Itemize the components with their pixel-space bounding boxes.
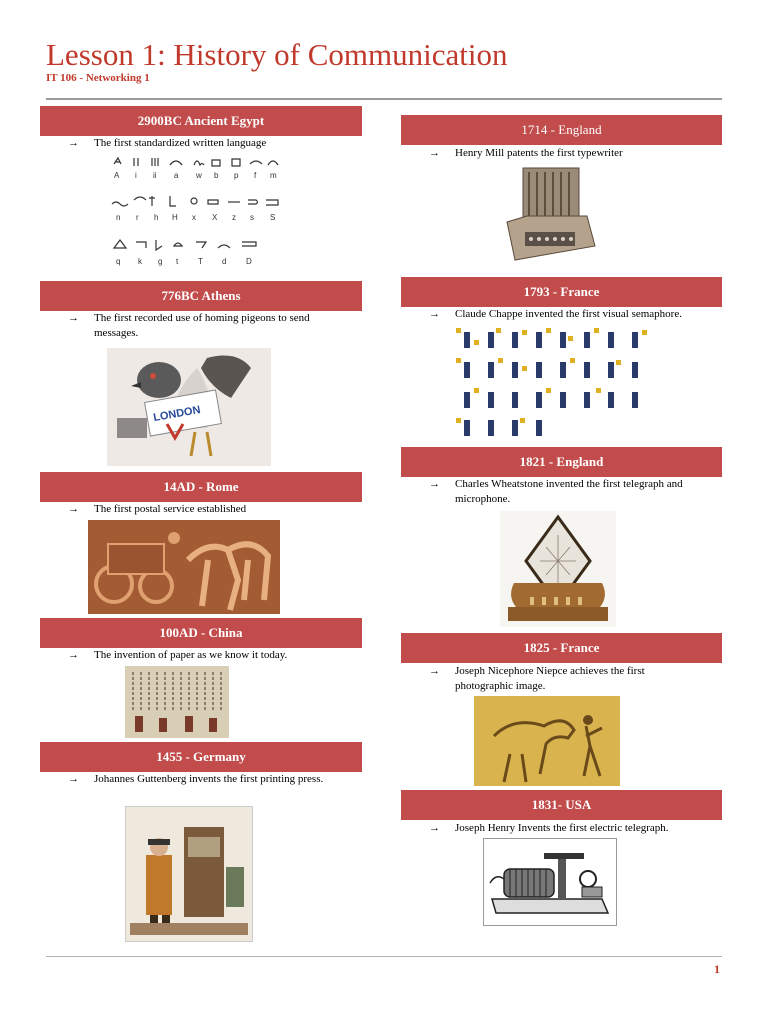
glyph-g: g <box>158 257 163 266</box>
bullet-1821 <box>429 477 719 507</box>
bullet-text: The first standardized written language <box>94 137 267 149</box>
section-header-1825: 1825 - France <box>401 633 722 663</box>
bullet-100ad <box>68 648 348 663</box>
bullet-1831 <box>429 821 719 836</box>
bullet-1714 <box>429 146 719 161</box>
arrow-icon: → <box>68 503 79 515</box>
section-header-100ad: 100AD - China <box>40 618 362 648</box>
arrow-icon: → <box>429 665 440 677</box>
glyph-n: n <box>116 213 121 222</box>
printing-press-image <box>125 806 253 942</box>
bullet-2900bc <box>68 136 348 151</box>
glyph-z: z <box>232 213 236 222</box>
roman-chariot-relief-image <box>88 520 280 614</box>
bullet-14ad <box>68 502 348 517</box>
bullet-776bc <box>68 311 348 341</box>
arrow-icon: → <box>68 312 79 324</box>
glyph-T: T <box>198 257 203 266</box>
section-header-14ad: 14AD - Rome <box>40 472 362 502</box>
bullet-1793 <box>429 307 719 322</box>
niepce-photograph-image <box>474 696 620 786</box>
section-header-1831: 1831- USA <box>401 790 722 820</box>
header-divider <box>46 98 722 100</box>
bullet-text: Joseph Henry Invents the first electric telegraph. <box>455 822 669 834</box>
glyph-w: w <box>196 171 202 180</box>
glyph-f: f <box>254 171 257 180</box>
page-number: 1 <box>714 962 720 976</box>
arrow-icon: → <box>68 649 79 661</box>
glyph-p: p <box>234 171 239 180</box>
semaphore-alphabet-image <box>456 326 666 442</box>
section-header-1793: 1793 - France <box>401 277 722 307</box>
glyph-H: H <box>172 213 178 222</box>
glyph-A: A <box>114 171 120 180</box>
bullet-text: The invention of paper as we know it today. <box>94 649 288 661</box>
bullet-text: The first recorded use of homing pigeons to send messages. <box>94 312 310 339</box>
glyph-ii: ii <box>153 171 157 180</box>
bullet-text: The first postal service established <box>94 503 247 515</box>
section-header-1714: 1714 - England <box>401 115 722 145</box>
section-header-2900bc: 2900BC Ancient Egypt <box>40 106 362 136</box>
bullet-1455 <box>68 772 348 802</box>
section-header-1455: 1455 - Germany <box>40 742 362 772</box>
footer-divider <box>46 956 722 957</box>
glyph-b: b <box>214 171 219 180</box>
chinese-paper-image <box>125 666 229 738</box>
section-header-1821: 1821 - England <box>401 447 722 477</box>
arrow-icon: → <box>68 137 79 149</box>
pigeon-sign-text: LONDON <box>152 404 202 425</box>
glyph-d: d <box>222 257 227 266</box>
glyph-X: X <box>212 213 218 222</box>
arrow-icon: → <box>429 478 440 490</box>
wheatstone-telegraph-image <box>500 511 616 627</box>
glyph-s: s <box>250 213 254 222</box>
glyph-t: t <box>176 257 179 266</box>
glyph-k: k <box>138 257 142 266</box>
arrow-icon: → <box>68 773 79 785</box>
arrow-icon: → <box>429 147 440 159</box>
homing-pigeon-image <box>107 348 271 466</box>
glyph-i: i <box>135 171 137 180</box>
bullet-text: Claude Chappe invented the first visual semaphore. <box>455 308 682 320</box>
glyph-a: a <box>174 171 179 180</box>
bullet-1825 <box>429 664 719 694</box>
glyph-h: h <box>154 213 159 222</box>
bullet-text: Joseph Nicephore Niepce achieves the first photographic image. <box>455 665 645 692</box>
arrow-icon: → <box>429 308 440 320</box>
bullet-text: Johannes Guttenberg invents the first printing press. <box>94 773 324 785</box>
hieroglyph-alphabet-image <box>108 156 288 278</box>
glyph-x: x <box>192 213 196 222</box>
arrow-icon: → <box>429 822 440 834</box>
page-title: Lesson 1: History of Communication <box>46 37 508 72</box>
electric-telegraph-image <box>483 838 617 926</box>
glyph-S: S <box>270 213 276 222</box>
glyph-r: r <box>136 213 139 222</box>
typewriter-image <box>503 162 599 268</box>
glyph-q: q <box>116 257 121 266</box>
glyph-D: D <box>246 257 252 266</box>
bullet-text: Henry Mill patents the first typewriter <box>455 147 623 159</box>
section-header-776bc: 776BC Athens <box>40 281 362 311</box>
page-subtitle: IT 106 - Networking 1 <box>46 72 150 84</box>
glyph-m: m <box>270 171 277 180</box>
bullet-text: Charles Wheatstone invented the first telegraph and microphone. <box>455 478 683 505</box>
